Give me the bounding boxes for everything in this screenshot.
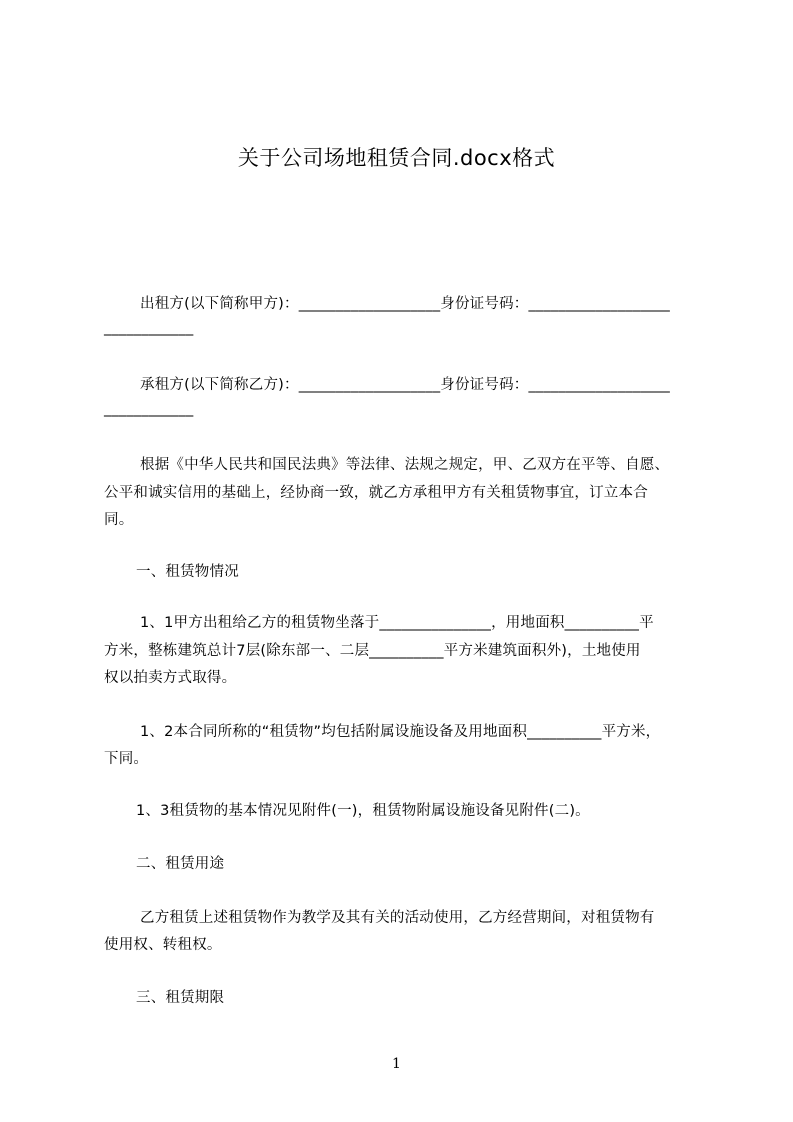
intro-line-1: 根据《中华人民共和国民法典》等法律、法规之规定，甲、乙双方在平等、自愿、	[140, 457, 670, 473]
use-line-a: 乙方租赁上述租赁物作为教学及其有关的活动使用，乙方经营期间，对租赁物有	[140, 910, 655, 926]
lessee-line: 承租方(以下简称乙方)：___________________身份证号码：___________________	[140, 377, 671, 393]
page-number: 1	[392, 1056, 401, 1072]
intro-line-3: 同。	[104, 512, 134, 528]
clause-1-2-line-a: 1、2本合同所称的“租赁物”均包括附属设施设备及用地面积__________平方米，	[140, 724, 661, 740]
lessee-line-continued: ____________	[104, 401, 194, 417]
use-line-b: 使用权、转租权。	[104, 937, 222, 953]
section-1-heading: 一、租赁物情况	[136, 564, 239, 580]
clause-1-3: 1、3租赁物的基本情况见附件(一)，租赁物附属设施设备见附件(二)。	[136, 803, 590, 819]
document-title: 关于公司场地租赁合同.docx格式	[237, 146, 556, 170]
clause-1-2-line-b: 下同。	[104, 751, 149, 767]
lessor-line-continued: ____________	[104, 320, 194, 336]
section-2-heading: 二、租赁用途	[136, 856, 225, 872]
clause-1-1-line-b: 方米，整栋建筑总计7层(除东部一、二层__________平方米建筑面积外)，土地使用	[104, 643, 641, 659]
section-3-heading: 三、租赁期限	[136, 990, 225, 1006]
clause-1-1-line-a: 1、1甲方出租给乙方的租赁物坐落于_______________，用地面积__________平	[140, 615, 654, 631]
clause-1-1-line-c: 权以拍卖方式取得。	[104, 670, 237, 686]
lessor-line: 出租方(以下简称甲方)：___________________身份证号码：___________________	[140, 296, 671, 312]
intro-line-2: 公平和诚实信用的基础上，经协商一致，就乙方承租甲方有关租赁物事宜，订立本合	[104, 485, 648, 501]
